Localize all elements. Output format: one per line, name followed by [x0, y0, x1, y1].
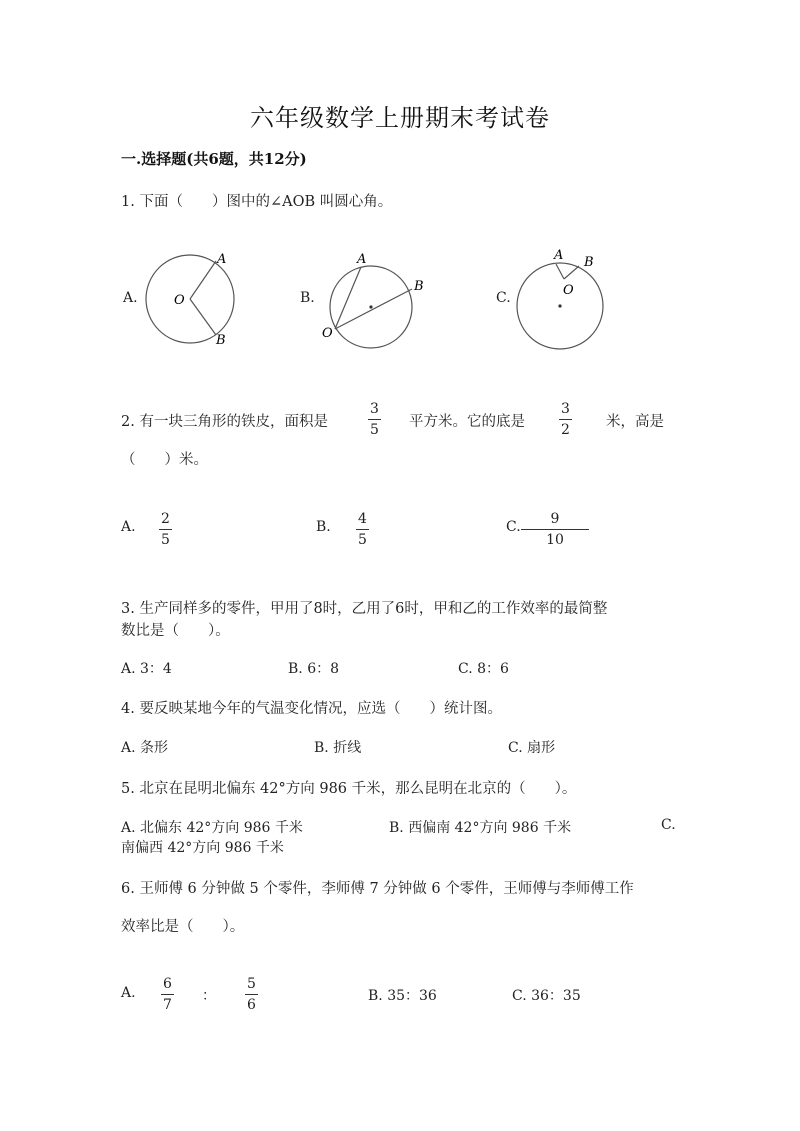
q1-option-b-diagram[interactable] — [316, 245, 436, 350]
q6-option-c[interactable]: C. 36：35 — [512, 988, 581, 1004]
question-6-line1: 6. 王师傅 6 分钟做 5 个零件，李师傅 7 分钟做 6 个零件，王师傅与李师傅工作 — [121, 881, 634, 897]
question-5-text: 5. 北京在昆明北偏东 42°方向 986 千米，那么昆明在北京的（ ）。 — [121, 781, 577, 797]
q1b-point-b: B — [414, 279, 424, 294]
q3-option-c[interactable]: C. 8：6 — [458, 661, 509, 677]
q1b-point-a: A — [357, 252, 367, 267]
page-title: 六年级数学上册期末考试卷 — [250, 104, 550, 132]
q4-option-b[interactable]: B. 折线 — [314, 740, 362, 756]
question-2-middle: 平方米。它的底是 — [409, 414, 525, 430]
q6-option-b[interactable]: B. 35：36 — [368, 988, 437, 1004]
q1-option-a-label: A. — [123, 290, 138, 306]
q2-option-a-label[interactable]: A. — [121, 519, 136, 535]
q1b-point-o: O — [322, 326, 333, 341]
question-3-line1: 3. 生产同样多的零件，甲用了8时，乙用了6时，甲和乙的工作效率的最简整 — [121, 601, 608, 617]
q6-option-a-separator: ： — [202, 988, 216, 1004]
question-3-line2: 数比是（ ）。 — [121, 623, 230, 639]
q4-option-c[interactable]: C. 扇形 — [508, 740, 556, 756]
q2-option-b-label[interactable]: B. — [316, 519, 331, 535]
q1-option-c-diagram[interactable] — [510, 245, 620, 355]
q1a-point-a: A — [217, 252, 227, 267]
q5-option-a[interactable]: A. 北偏东 42°方向 986 千米 — [121, 820, 303, 836]
q1c-point-a: A — [554, 248, 564, 263]
q2-option-c-label[interactable]: C. — [506, 519, 521, 535]
question-4-text: 4. 要反映某地今年的气温变化情况，应选（ ）统计图。 — [121, 701, 502, 717]
q2-option-b-fraction[interactable]: 4 5 — [358, 511, 367, 548]
question-2-suffix: 米，高是 — [606, 414, 664, 430]
q5-option-c-continued[interactable]: 南偏西 42°方向 986 千米 — [121, 840, 284, 856]
q3-option-a[interactable]: A. 3：4 — [121, 661, 172, 677]
q2-option-a-fraction[interactable]: 2 5 — [161, 511, 170, 548]
q1-option-c-label: C. — [496, 290, 511, 306]
question-2-line2: （ ）米。 — [121, 452, 208, 468]
q1-option-a-diagram[interactable] — [140, 245, 250, 350]
section-heading: 一.选择题(共6题，共12分) — [121, 150, 307, 168]
question-2-prefix: 2. 有一块三角形的铁皮，面积是 — [121, 414, 328, 430]
q2-base-fraction: 3 2 — [561, 401, 570, 438]
q2-area-fraction: 3 5 — [370, 401, 379, 438]
q1a-point-o: O — [174, 293, 185, 308]
question-1-text: 1. 下面（ ）图中的∠AOB 叫圆心角。 — [121, 194, 393, 210]
q5-option-b[interactable]: B. 西偏南 42°方向 986 千米 — [389, 820, 572, 836]
question-6-line2: 效率比是（ ）。 — [121, 919, 245, 935]
q2-option-c-fraction[interactable]: 9 10 — [521, 512, 589, 547]
q1-option-b-label: B. — [300, 290, 315, 306]
q6-option-a-label[interactable]: A. — [121, 985, 136, 1001]
q1c-point-o: O — [563, 283, 574, 298]
q1c-point-b: B — [584, 255, 594, 270]
q1a-point-b: B — [216, 333, 226, 348]
q4-option-a[interactable]: A. 条形 — [121, 740, 169, 756]
q3-option-b[interactable]: B. 6：8 — [288, 661, 340, 677]
q6-option-a-fraction-2[interactable]: 5 6 — [247, 976, 256, 1013]
q6-option-a-fraction-1[interactable]: 6 7 — [163, 976, 172, 1013]
q5-option-c[interactable]: C. — [661, 817, 676, 833]
